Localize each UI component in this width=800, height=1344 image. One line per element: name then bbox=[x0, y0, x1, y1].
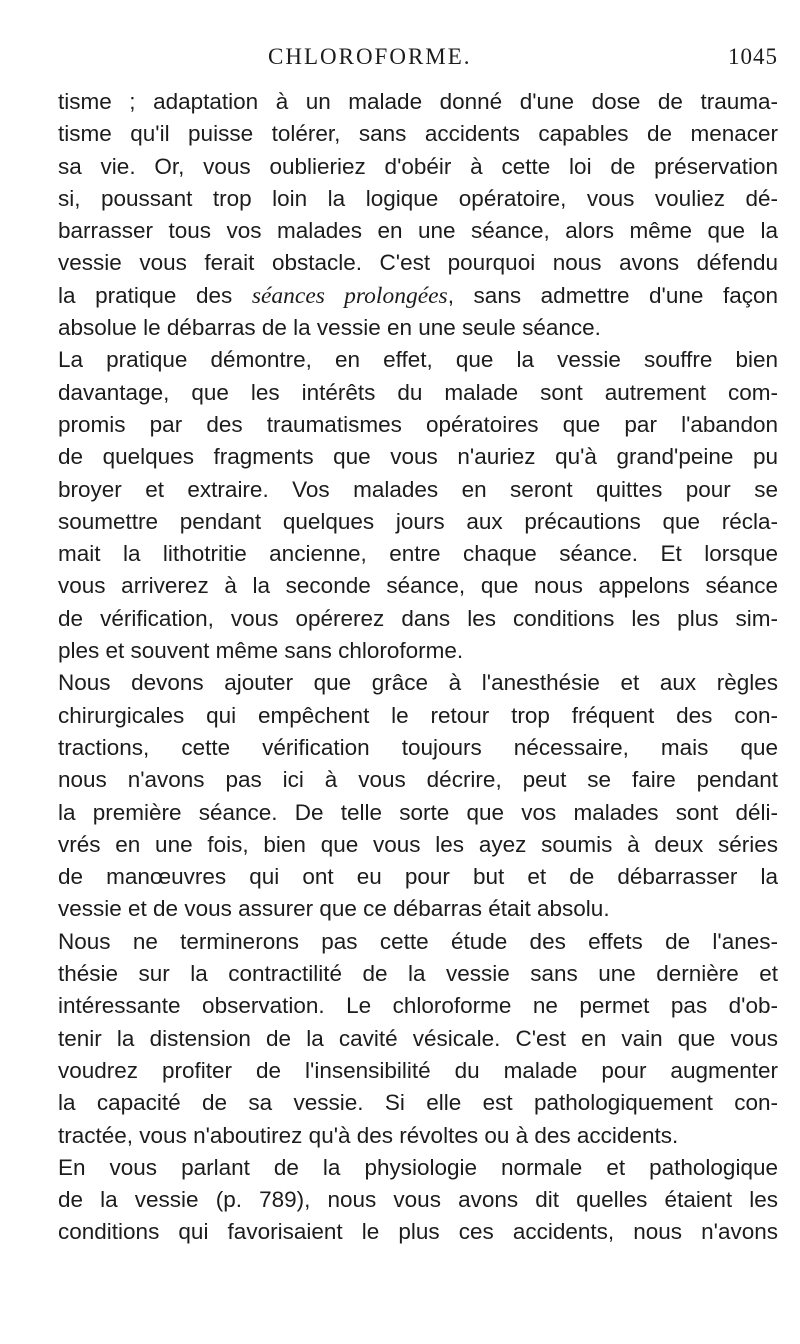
text-line: tenir la distension de la cavité vésicale. C'est en vain que vous bbox=[58, 1025, 778, 1051]
text-segment: la pratique des bbox=[58, 282, 252, 308]
text-line: davantage, que les intérêts du malade sont autrement com- bbox=[58, 379, 778, 405]
text-segment: , sans admettre d'une façon bbox=[447, 282, 778, 308]
paragraph-start-line: Nous ne terminerons pas cette étude des effets de l'anes- bbox=[58, 928, 778, 954]
text-line: de manœuvres qui ont eu pour but et de débarrasser la bbox=[58, 864, 778, 890]
text-line: barrasser tous vos malades en une séance, alors même que la bbox=[58, 218, 778, 244]
text-line: thésie sur la contractilité de la vessie sans une dernière et bbox=[58, 961, 778, 987]
running-title: CHLOROFORME. bbox=[268, 44, 472, 69]
text-line: promis par des traumatismes opératoires que par l'abandon bbox=[58, 411, 778, 437]
text-line: vrés en une fois, bien que vous les ayez soumis à deux séries bbox=[58, 831, 778, 857]
text-line: de la vessie (p. 789), nous vous avons dit quelles étaient les bbox=[58, 1187, 778, 1213]
text-line: intéressante observation. Le chloroforme ne permet pas d'ob- bbox=[58, 993, 778, 1019]
text-line: absolue le débarras de la vessie en une seule séance. bbox=[58, 315, 601, 341]
text-line: de quelques fragments que vous n'auriez qu'à grand'peine pu bbox=[58, 444, 778, 470]
text-line: sa vie. Or, vous oublieriez d'obéir à cette loi de préservation bbox=[58, 153, 778, 179]
paragraph-start-line: Nous devons ajouter que grâce à l'anesthésie et aux règles bbox=[58, 670, 778, 696]
body-text bbox=[58, 86, 778, 1249]
text-line: si, poussant trop loin la logique opératoire, vous vouliez dé- bbox=[58, 185, 778, 211]
text-line: tisme qu'il puisse tolérer, sans accidents capables de menacer bbox=[58, 121, 778, 147]
text-line: mait la lithotritie ancienne, entre chaque séance. Et lorsque bbox=[58, 541, 778, 567]
paragraph-start-line: En vous parlant de la physiologie normale et pathologique bbox=[58, 1154, 778, 1180]
text-line: voudrez profiter de l'insensibilité du malade pour augmenter bbox=[58, 1057, 778, 1083]
text-line: soumettre pendant quelques jours aux précautions que récla- bbox=[58, 508, 778, 534]
page-header bbox=[58, 44, 778, 80]
italic-phrase: séances prolongées bbox=[251, 282, 448, 309]
text-line: nous n'avons pas ici à vous décrire, peut se faire pendant bbox=[58, 767, 778, 793]
text-line: chirurgicales qui empêchent le retour trop fréquent des con- bbox=[58, 702, 778, 728]
text-line: conditions qui favorisaient le plus ces accidents, nous n'avons bbox=[58, 1219, 778, 1245]
text-line: vessie et de vous assurer que ce débarras était absolu. bbox=[58, 896, 610, 922]
text-line: la première séance. De telle sorte que vos malades sont déli- bbox=[58, 799, 778, 825]
text-line bbox=[58, 280, 778, 312]
text-line: broyer et extraire. Vos malades en seront quittes pour se bbox=[58, 476, 778, 502]
page-number: 1045 bbox=[728, 44, 778, 69]
text-line: ples et souvent même sans chloroforme. bbox=[58, 638, 464, 664]
text-line: tisme ; adaptation à un malade donné d'une dose de trauma- bbox=[58, 89, 778, 114]
text-line: de vérification, vous opérerez dans les conditions les plus sim- bbox=[58, 605, 778, 631]
text-line: vous arriverez à la seconde séance, que nous appelons séance bbox=[58, 573, 778, 599]
text-line: la capacité de sa vessie. Si elle est pathologiquement con- bbox=[58, 1090, 778, 1116]
paragraph-start-line: La pratique démontre, en effet, que la vessie souffre bien bbox=[58, 347, 778, 373]
text-line: vessie vous ferait obstacle. C'est pourquoi nous avons défendu bbox=[58, 250, 778, 276]
text-line: tractions, cette vérification toujours nécessaire, mais que bbox=[58, 734, 778, 760]
text-line: tractée, vous n'aboutirez qu'à des révoltes ou à des accidents. bbox=[58, 1122, 679, 1148]
